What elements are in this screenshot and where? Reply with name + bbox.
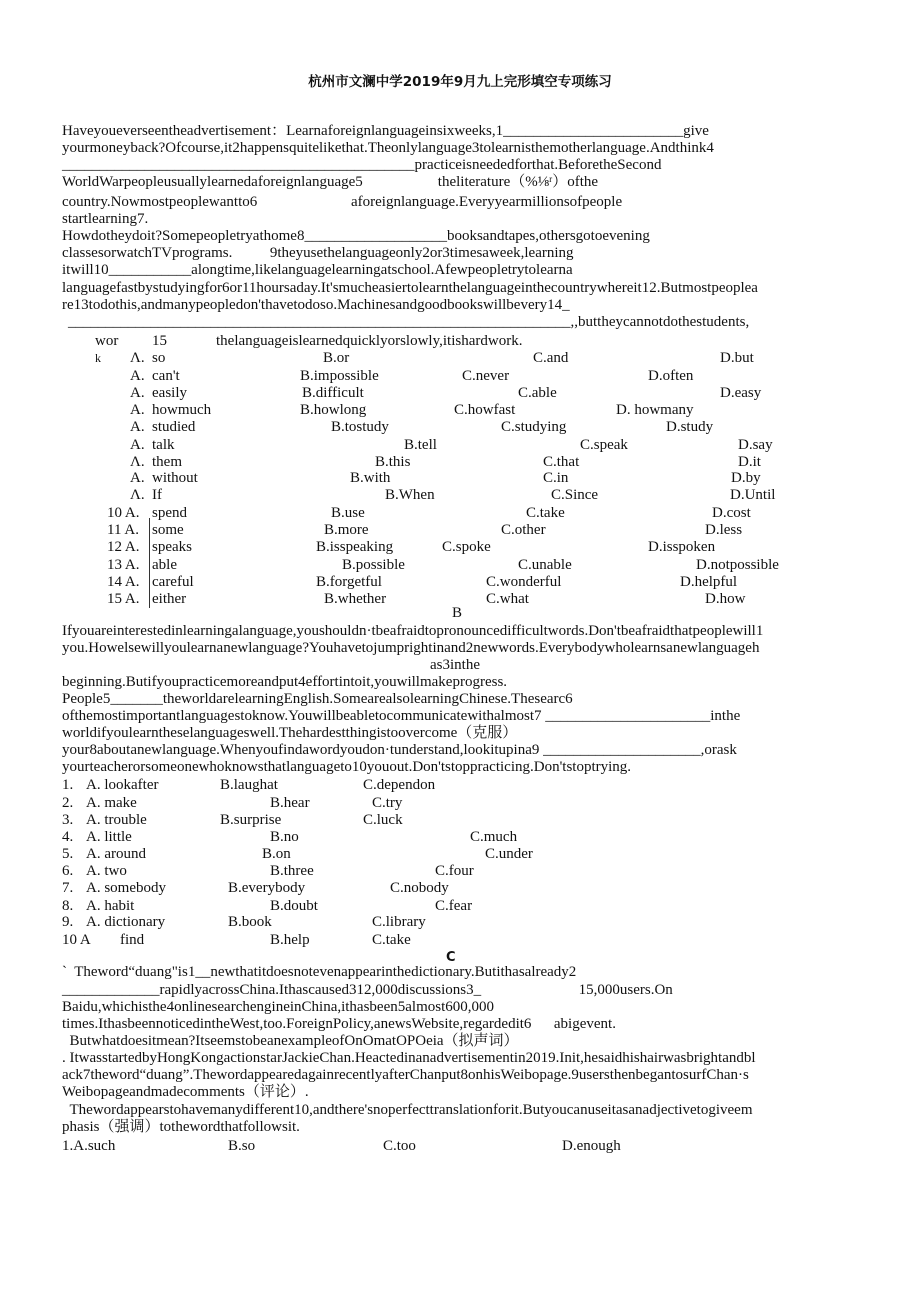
passage-line: times.IthasbeennoticedintheWest,too.ForeignPolicy,anewsWebsite,regardedit6 abigevent.	[62, 1016, 616, 1032]
option-b: B.help	[270, 932, 310, 948]
option-a: talk	[152, 437, 175, 453]
option-a: A. somebody	[86, 880, 166, 896]
option-a: studied	[152, 419, 196, 435]
option-b: B.impossible	[300, 368, 379, 384]
option-c: C.nobody	[390, 880, 449, 896]
option-c: C.take	[526, 505, 565, 521]
option-d: D.but	[720, 350, 754, 366]
option-b: B.whether	[324, 591, 387, 607]
option-d: D.notpossible	[696, 557, 779, 573]
option-number: 13 A.	[107, 557, 140, 573]
passage-fragment: k	[95, 351, 101, 365]
option-number: 1.	[62, 777, 74, 793]
option-b: B.three	[270, 863, 314, 879]
passage-line: languagefastbystudyingfor6or11hoursaday.It'smucheasiertolearnthelanguageinthecountrywhereit12.Butmostpeoplea	[62, 280, 758, 296]
option-c: C.spoke	[442, 539, 491, 555]
option-b: B.isspeaking	[316, 539, 394, 555]
passage-line: Baidu,whichisthe4onlinesearchengineinChina,ithasbeen5almost600,000	[62, 999, 494, 1015]
option-a: either	[152, 591, 187, 607]
option-b: B.this	[375, 454, 411, 470]
option-d: D.Until	[730, 487, 776, 503]
option-d: D.cost	[712, 505, 751, 521]
passage-line: People5_______theworldarelearningEnglish.SomearealsolearningChinese.Thesearc6	[62, 691, 573, 707]
option-a: find	[120, 932, 145, 948]
option-c: C.Since	[551, 487, 599, 503]
option-c: C.dependon	[363, 777, 436, 793]
option-number: 8.	[62, 898, 74, 914]
option-a: spend	[152, 505, 187, 521]
option-b: B.with	[350, 470, 391, 486]
passage-line: itwill10___________alongtime,likelanguagelearningatschool.Afewpeopletrytolearna	[62, 262, 573, 278]
passage-line: Haveyoueverseentheadvertisement：Learnaforeignlanguageinsixweeks,1________________________give	[62, 123, 709, 139]
passage-line: Butwhatdoesitmean?ItseemstobeanexampleofOnOmatOPOeia（拟声词）	[62, 1033, 519, 1049]
option-c: C.what	[486, 591, 529, 607]
option-number: 9.	[62, 914, 74, 930]
option-b: B.surprise	[220, 812, 282, 828]
option-b: B.on	[262, 846, 291, 862]
option-a: easily	[152, 385, 187, 401]
passage-line: yourmoneyback?Ofcourse,it2happensquitelikethat.Theonlylanguage3tolearnisthemotherlanguage.Andthink4	[62, 140, 714, 156]
margin-rule	[149, 518, 150, 608]
option-c: C.and	[533, 350, 569, 366]
option-number: 12 A.	[107, 539, 140, 555]
option-b: B.possible	[342, 557, 405, 573]
option-d: D.often	[648, 368, 694, 384]
option-b: B.no	[270, 829, 299, 845]
section-heading-b: B	[452, 605, 463, 621]
option-b: B.or	[323, 350, 350, 366]
option-d: D.less	[705, 522, 743, 538]
passage-line: _____________rapidlyacrossChina.Ithascaused312,000discussions3_ 15,000users.On	[62, 982, 673, 998]
passage-line: re13todothis,andmanypeopledon'thavetodoso.Machinesandgoodbookswillbevery14_	[62, 297, 570, 313]
option-b: B.howlong	[300, 402, 367, 418]
option-a: A. trouble	[86, 812, 147, 828]
option-number: 4.	[62, 829, 74, 845]
option-c: C.never	[462, 368, 510, 384]
option-c: C.other	[501, 522, 546, 538]
option-b: B.use	[331, 505, 365, 521]
option-c: C.too	[383, 1138, 416, 1154]
option-a: them	[152, 454, 182, 470]
passage-line: Weibopageandmadecomments（评论）.	[62, 1084, 309, 1100]
option-a: A. little	[86, 829, 132, 845]
passage-line: your8aboutanewlanguage.Whenyoufindawordyoudon·tunderstand,lookitupina9 _____________________,orask	[62, 742, 737, 758]
passage-fragment: wor	[95, 333, 119, 349]
option-d: D.easy	[720, 385, 762, 401]
option-number: A.	[130, 437, 145, 453]
option-d: D.how	[705, 591, 746, 607]
option-b: B.difficult	[302, 385, 364, 401]
option-c: C.luck	[363, 812, 403, 828]
option-c: C.speak	[580, 437, 628, 453]
option-b: B.everybody	[228, 880, 306, 896]
option-b: B.forgetful	[316, 574, 382, 590]
option-a: some	[152, 522, 184, 538]
option-c: C.that	[543, 454, 580, 470]
option-number: A.	[130, 470, 145, 486]
passage-line: yourteacherorsomeonewhoknowsthatlanguageto10youout.Don'tstoppracticing.Don'tstoptrying.	[62, 759, 632, 775]
option-b: B.tostudy	[331, 419, 389, 435]
option-d: D.say	[738, 437, 773, 453]
option-a: howmuch	[152, 402, 212, 418]
option-number: 15 A.	[107, 591, 140, 607]
option-number: 10 A	[62, 932, 91, 948]
option-c: C.try	[372, 795, 403, 811]
option-c: C.four	[435, 863, 474, 879]
passage-line: Ifyouareinterestedinlearningalanguage,youshouldn·tbeafraidtopronouncedifficultwords.Don'tbeafraidthatpeoplewill1	[62, 623, 764, 639]
option-c: C.much	[470, 829, 518, 845]
passage-line: ack7theword“duang”.ThewordappearedagainrecentlyafterChanput8onhisWeibopage.9usersthenbegantosurfChan·s	[62, 1067, 749, 1083]
option-number: 11 A.	[107, 522, 139, 538]
option-b: B.tell	[404, 437, 437, 453]
option-number: Λ.	[130, 350, 145, 366]
option-d: D.enough	[562, 1138, 621, 1154]
option-a: A. make	[86, 795, 137, 811]
option-number: Λ.	[130, 487, 145, 503]
option-a: so	[152, 350, 166, 366]
passage-line: . ItwasstartedbyHongKongactionstarJackieChan.Heactedinanadvertisementin2019.Init,hesaidhishairwasbrightandbl	[62, 1050, 756, 1066]
passage-line: WorldWarpeopleusuallylearnedaforeignlanguage5 theliterature（%⅛ʳ）ofthe	[62, 174, 599, 190]
option-b: B.so	[228, 1138, 256, 1154]
option-c: C.fear	[435, 898, 473, 914]
section-heading-c: C	[446, 950, 456, 965]
option-a: without	[152, 470, 198, 486]
option-c: C.under	[485, 846, 533, 862]
passage-line: worldifyoulearntheselanguageswell.Thehardestthingistoovercome（克服）	[62, 725, 518, 741]
passage-line: Thewordappearstohavemanydifferent10,andthere'snoperfecttranslationforit.Butyoucanuseitasanadjectivetogiveem	[62, 1102, 753, 1118]
passage-line: as3inthe	[430, 657, 480, 673]
option-number: 6.	[62, 863, 74, 879]
option-number: A.	[130, 385, 145, 401]
option-number: A.	[130, 402, 145, 418]
option-a: A. lookafter	[86, 777, 159, 793]
option-a: can't	[152, 368, 180, 384]
passage-line: _______________________________________________practiceisneededforthat.BeforetheSecond	[62, 157, 662, 173]
passage-line: beginning.Butifyoupracticemoreandput4effortintoit,youwillmakeprogress.	[62, 674, 508, 690]
passage-line: ___________________________________________________________________,,buttheycannotdothestudents,	[68, 314, 750, 330]
option-number: 14 A.	[107, 574, 140, 590]
option-c: C.studying	[501, 419, 567, 435]
option-a: careful	[152, 574, 194, 590]
option-c: C.take	[372, 932, 411, 948]
option-d: D.helpful	[680, 574, 738, 590]
option-d: D. howmany	[616, 402, 694, 418]
option-a: able	[152, 557, 177, 573]
option-a: A. habit	[86, 898, 135, 914]
option-c: C.howfast	[454, 402, 516, 418]
passage-line: country.Nowmostpeoplewantto6 aforeignlanguage.Everyyearmillionsofpeople	[62, 194, 623, 210]
passage-line: startlearning7.	[62, 211, 149, 227]
option-number: 7.	[62, 880, 74, 896]
option-c: C.in	[543, 470, 569, 486]
option-c: C.library	[372, 914, 426, 930]
passage-line: Howdotheydoit?Somepeopletryathome8___________________booksandtapes,othersgotoevening	[62, 228, 650, 244]
passage-line: you.Howelsewillyoulearnanewlanguage?Youhavetojumprightinand2newwords.Everybodywholearnsanewlanguageh	[62, 640, 760, 656]
option-a: A. dictionary	[86, 914, 166, 930]
option-d: D.isspoken	[648, 539, 716, 555]
option-number: 10 A.	[107, 505, 140, 521]
passage-line: classesorwatchTVprograms. 9theyusethelanguageonly2or3timesaweek,learning	[62, 245, 574, 261]
option-b: B.more	[324, 522, 369, 538]
option-number: 3.	[62, 812, 74, 828]
option-b: B.hear	[270, 795, 310, 811]
option-number: 5.	[62, 846, 74, 862]
passage-line: ` Theword“duang"is1__newthatitdoesnotevenappearinthedictionary.Butithasalready2	[62, 964, 577, 980]
option-c: C.able	[518, 385, 557, 401]
page-title: 杭州市文澜中学2019年9月九上完形填空专项练习	[308, 74, 612, 90]
option-number: Λ.	[130, 454, 145, 470]
option-d: D.by	[731, 470, 761, 486]
option-a: A. two	[86, 863, 127, 879]
passage-fragment: thelanguageislearnedquicklyorslowly,itishardwork.	[216, 333, 523, 349]
passage-line: ofthemostimportantlanguagestoknow.Youwillbeabletocommunicatewithalmost7 ______________________inthe	[62, 708, 741, 724]
passage-line: phasis（强调）tothewordthatfollowsit.	[62, 1119, 300, 1135]
option-number: A.	[130, 419, 145, 435]
option-d: D.study	[666, 419, 714, 435]
option-b: B.When	[385, 487, 435, 503]
option-c: C.wonderful	[486, 574, 562, 590]
option-c: C.unable	[518, 557, 572, 573]
option-a: speaks	[152, 539, 192, 555]
option-a: If	[152, 487, 162, 503]
option-b: B.book	[228, 914, 272, 930]
option-number: 2.	[62, 795, 74, 811]
option-number: A.	[130, 368, 145, 384]
option-b: B.laughat	[220, 777, 278, 793]
option-a: A. around	[86, 846, 146, 862]
option-b: B.doubt	[270, 898, 318, 914]
passage-fragment: 15	[152, 333, 167, 349]
option-d: D.it	[738, 454, 761, 470]
option-a: 1.A.such	[62, 1138, 116, 1154]
